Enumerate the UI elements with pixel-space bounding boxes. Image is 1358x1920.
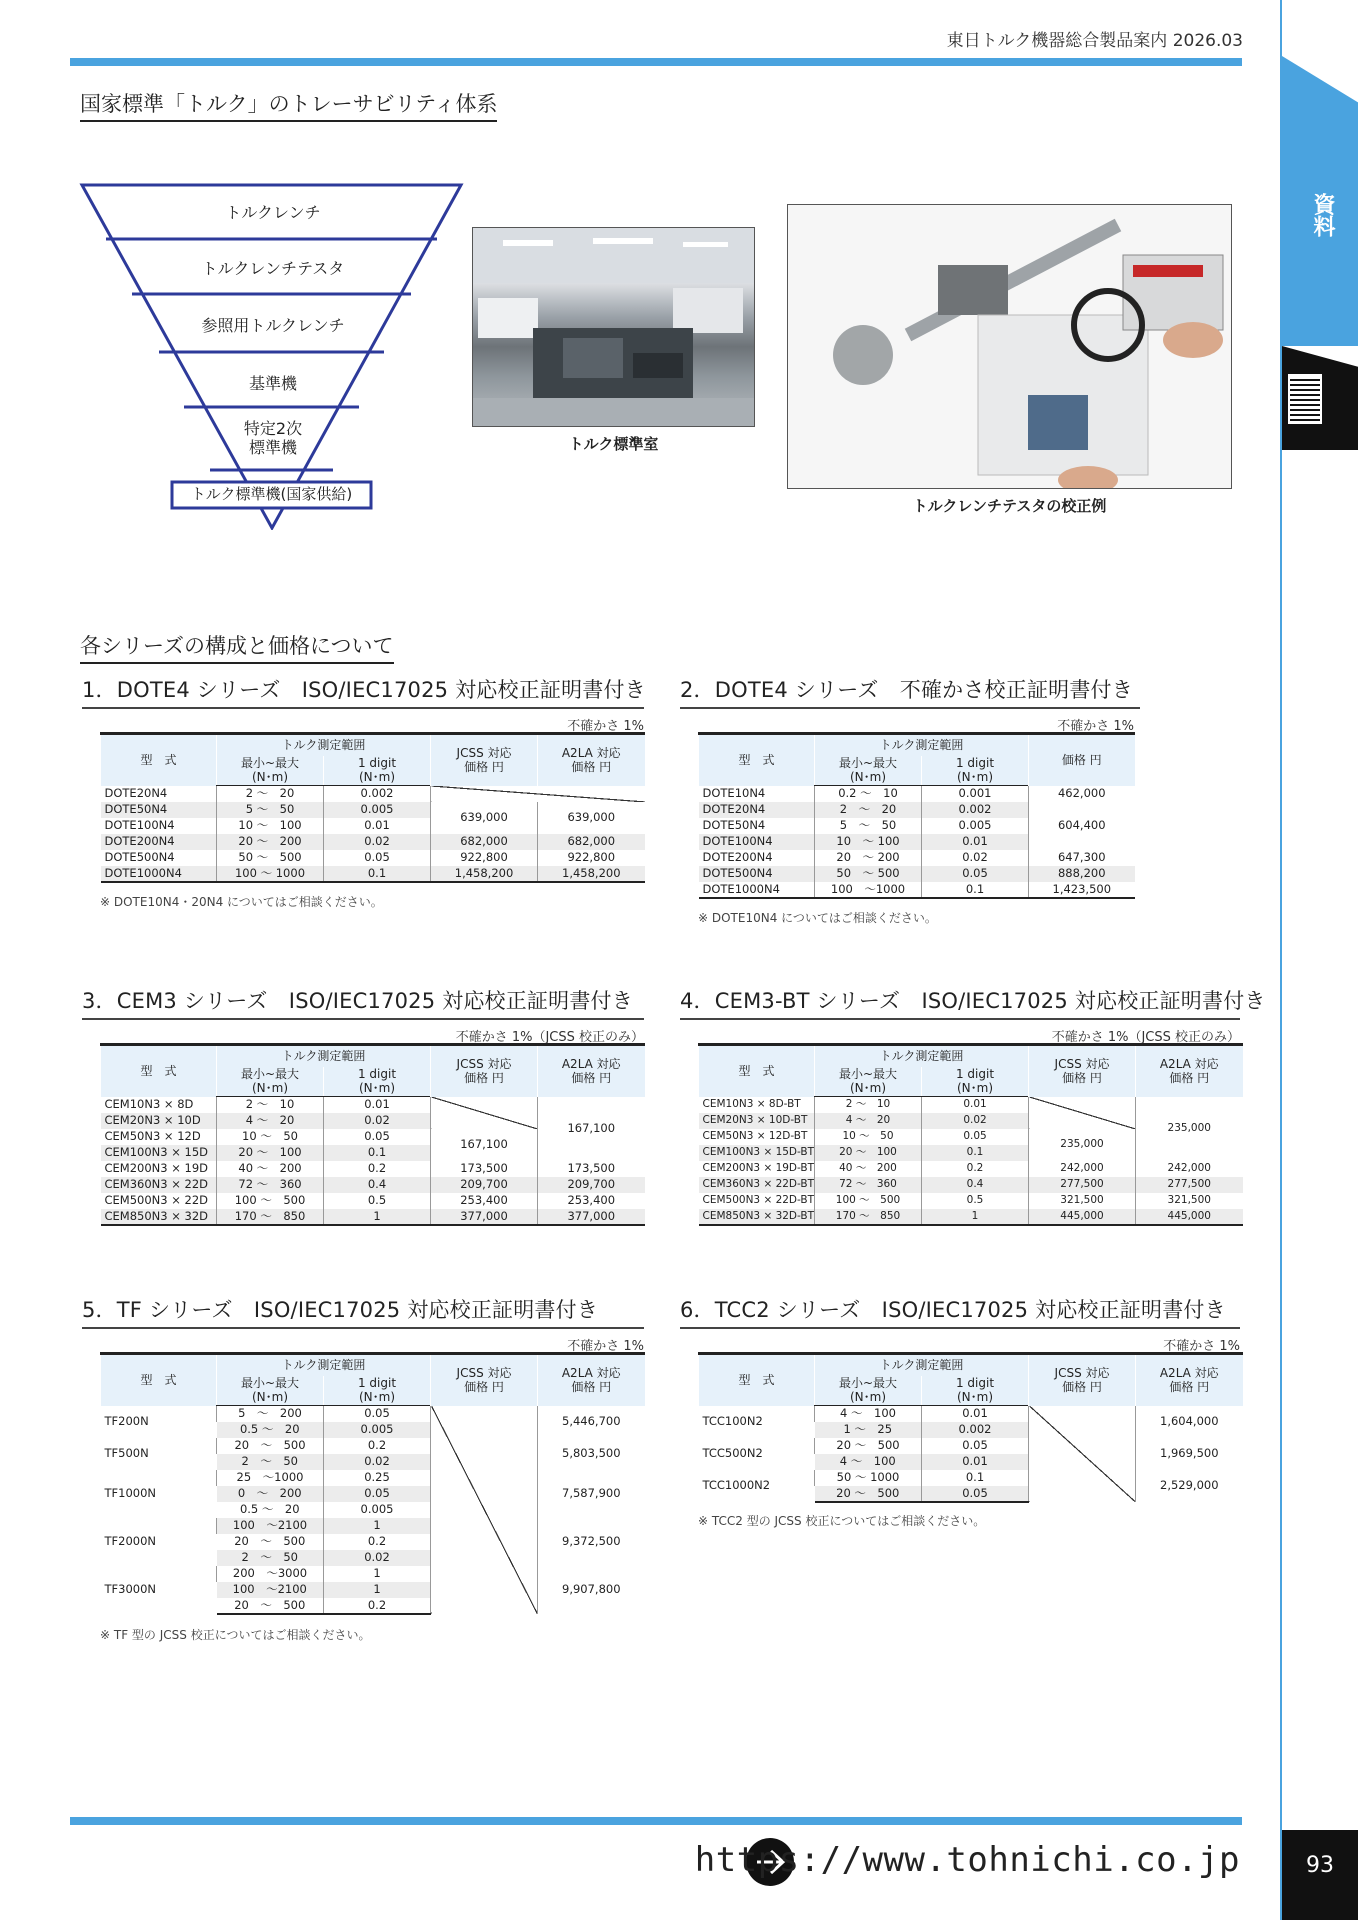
table-row (101, 866, 645, 882)
table-cell: 0.2 (324, 1598, 431, 1614)
table-cell: CEM200N3 × 19D-BT (702, 1162, 815, 1174)
table-title-cem3-bt: 4．CEM3-BT シリーズ ISO/IEC17025 対応校正証明書付き (680, 985, 1240, 1020)
col-jcss: JCSS 対応 価格 円 (1029, 1045, 1136, 1097)
section-title-series-pricing: 各シリーズの構成と価格について (80, 630, 394, 664)
table-cell: 1,458,200 (431, 866, 538, 882)
table-cell: CEM100N3 × 15D (101, 1145, 217, 1161)
table-cell: 5 ～ 50 (217, 802, 324, 818)
table-cell (431, 1097, 538, 1129)
table-cell: 277,500 (1029, 1177, 1136, 1193)
table-row (101, 1193, 645, 1209)
table-cell: 50 ～ 1000 (815, 1470, 922, 1486)
table-row (101, 1470, 645, 1486)
col-jcss: JCSS 対応 価格 円 (431, 1354, 538, 1406)
table-cell: 682,000 (431, 834, 538, 850)
col-model: 型 式 (699, 734, 815, 786)
table-cell: CEM360N3 × 22D (101, 1177, 217, 1193)
col-model: 型 式 (699, 1045, 815, 1097)
table-cell: 0.01 (922, 1406, 1029, 1422)
table-cell: 0.05 (324, 1129, 431, 1145)
table-cell: 72 ～ 360 (217, 1177, 324, 1193)
table-row (699, 850, 1135, 866)
table-cell: 0.01 (324, 818, 431, 834)
table-cell: 682,000 (538, 834, 645, 850)
table-row (699, 1177, 1243, 1193)
table-cell: 0.005 (324, 802, 431, 818)
header-rule (70, 58, 1242, 66)
table-cell: 235,000 (1029, 1129, 1136, 1161)
table-cell: 173,500 (431, 1161, 538, 1177)
pyramid-level-3: 参照用トルクレンチ (201, 316, 345, 335)
table-row (699, 1406, 1243, 1422)
table-row (101, 1406, 645, 1422)
table-cell: 0.05 (324, 1406, 431, 1422)
table-row (101, 786, 645, 802)
table-cell: DOTE100N4 (699, 834, 815, 850)
table-row (101, 850, 645, 866)
table-cell: 0.2 (324, 1438, 431, 1454)
table-footnote: ※ TF 型の JCSS 校正についてはご相談ください。 (100, 1628, 371, 1642)
table-cell: 170 ～ 850 (217, 1209, 324, 1225)
table-cell: 20 ～ 200 (217, 834, 324, 850)
table-cell: 10 ～ 100 (815, 834, 922, 850)
table-cell: 1 (324, 1209, 431, 1225)
table-row (101, 1566, 645, 1582)
table-cell: 0.1 (324, 866, 431, 882)
table-cell: 200 ～3000 (217, 1566, 324, 1582)
table-cell: 50 ～ 500 (217, 850, 324, 866)
table-cell (1029, 1097, 1136, 1129)
table-cell: 20 ～ 500 (217, 1598, 324, 1614)
table-cell: 0.2 (324, 1161, 431, 1177)
table-cell: 1 ～ 25 (815, 1422, 922, 1438)
table-cell: 0.1 (922, 882, 1029, 898)
table-cell: 170 ～ 850 (815, 1209, 922, 1225)
table-cell: 0.4 (324, 1177, 431, 1193)
table-cell: 647,300 (1029, 850, 1135, 866)
uncertainty-note: 不確かさ 1% (1163, 1339, 1240, 1354)
table-cell: 50 ～ 500 (815, 866, 922, 882)
photo-caption-tester: トルクレンチテスタの校正例 (912, 497, 1107, 515)
table-cell: 639,000 (431, 802, 538, 834)
table-cell: 2 ～ 50 (217, 1550, 324, 1566)
table-cell: 4 ～ 100 (815, 1454, 922, 1470)
table-cell: CEM50N3 × 12D-BT (702, 1130, 808, 1142)
table-cell: 235,000 (1136, 1097, 1243, 1161)
table-cell: 0.5 (922, 1193, 1029, 1209)
col-range: トルク測定範囲 (815, 734, 1029, 756)
photo-tester-calibration (787, 204, 1232, 489)
table-cell: DOTE200N4 (101, 834, 217, 850)
table-cell: 888,200 (1029, 866, 1135, 882)
pyramid-level-5: 特定2次 標準機 (243, 419, 303, 457)
uncertainty-note: 不確かさ 1%（JCSS 校正のみ） (1051, 1030, 1240, 1045)
table-row (101, 1438, 645, 1454)
pyramid-level-6: トルク標準機(国家供給) (190, 485, 353, 503)
table-cell: 321,500 (1029, 1193, 1136, 1209)
table-cell: CEM360N3 × 22D-BT (699, 1177, 815, 1193)
table-cell: 72 ～ 360 (815, 1177, 922, 1193)
table-cell: 321,500 (1136, 1193, 1243, 1209)
table-cell: CEM10N3 × 8D (104, 1097, 194, 1111)
table-cell: 209,700 (538, 1177, 645, 1193)
table-cell: 0.05 (324, 1486, 431, 1502)
table-cell: 2 ～ 50 (217, 1454, 324, 1470)
col-digit: 1 digit (N･m) (922, 756, 1029, 786)
col-range: トルク測定範囲 (217, 734, 431, 756)
table-cell: DOTE20N4 (699, 802, 815, 818)
table-cell: DOTE500N4 (104, 850, 175, 864)
table-cell: 0.05 (324, 850, 431, 866)
table-cell: 922,800 (538, 850, 645, 866)
table-cell: DOTE50N4 (101, 802, 217, 818)
table-cell: 2,529,000 (1136, 1470, 1243, 1502)
table-cell: 0.5 (324, 1193, 431, 1209)
table-row (699, 1209, 1243, 1225)
col-a2la: A2LA 対応 価格 円 (538, 734, 645, 786)
table-cell: 377,000 (538, 1209, 645, 1225)
table-row (101, 834, 645, 850)
table-cell: 0.02 (324, 1454, 431, 1470)
table-cell: 20 ～ 100 (217, 1145, 324, 1161)
col-price: 価格 円 (1029, 734, 1135, 786)
col-digit: 1 digit (N･m) (324, 756, 431, 786)
table-cell (431, 1406, 538, 1614)
table-cell: 2 ～ 20 (217, 786, 324, 802)
col-model: 型 式 (699, 1354, 815, 1406)
table-title-tcc2: 6．TCC2 シリーズ ISO/IEC17025 対応校正証明書付き (680, 1294, 1240, 1329)
table-cell: DOTE500N4 (699, 866, 815, 882)
table-cell: 242,000 (1136, 1161, 1243, 1177)
table-cell (1029, 1406, 1136, 1502)
col-range: トルク測定範囲 (217, 1045, 431, 1067)
table-cell: 100 ～2100 (217, 1582, 324, 1598)
table-cell: CEM10N3 × 8D-BT (702, 1098, 801, 1110)
table-cell: 100 ～2100 (217, 1518, 324, 1534)
col-minmax: 最小~最大 (N･m) (815, 1067, 922, 1097)
table-cell: CEM20N3 × 10D (101, 1113, 217, 1129)
table-cell: 10 ～ 50 (815, 1129, 922, 1145)
table-cell: 100 ～ 500 (217, 1193, 324, 1209)
col-digit: 1 digit (N･m) (324, 1067, 431, 1097)
table-row (699, 1470, 1243, 1486)
table-cell: 0.002 (324, 786, 431, 802)
table-cell: 100 ～1000 (815, 882, 922, 898)
table-cell: DOTE20N4 (104, 786, 168, 800)
col-minmax: 最小~最大 (N･m) (815, 756, 922, 786)
table-cell: 20 ～ 500 (217, 1438, 324, 1454)
table-row (699, 802, 1135, 818)
table-row (699, 1161, 1243, 1177)
col-a2la: A2LA 対応 価格 円 (538, 1045, 645, 1097)
table-cell: 4 ～ 20 (217, 1113, 324, 1129)
table-cell: 10 ～ 50 (217, 1129, 324, 1145)
table-cell: 462,000 (1029, 786, 1135, 802)
book-icon (1288, 374, 1322, 424)
table-cell: CEM20N3 × 10D-BT (699, 1113, 815, 1129)
col-jcss: JCSS 対応 価格 円 (431, 1045, 538, 1097)
table-cell: DOTE200N4 (702, 850, 773, 864)
table-row (101, 1209, 645, 1225)
pyramid-level-4: 基準機 (248, 374, 297, 393)
table-cell: 0 ～ 200 (217, 1486, 324, 1502)
col-minmax: 最小~最大 (N･m) (217, 1376, 324, 1406)
table-footnote: ※ TCC2 型の JCSS 校正についてはご相談ください。 (698, 1514, 986, 1528)
col-model: 型 式 (101, 1045, 217, 1097)
table-cell: 0.1 (324, 1145, 431, 1161)
table-cem3 (100, 1043, 645, 1226)
table-cell: TF200N (101, 1406, 217, 1438)
col-jcss: JCSS 対応 価格 円 (431, 734, 538, 786)
pyramid-level-1: トルクレンチ (225, 203, 321, 222)
table-cell: 0.05 (922, 1486, 1029, 1502)
table-cell: 0.02 (324, 834, 431, 850)
table-row (101, 802, 645, 818)
col-a2la: A2LA 対応 価格 円 (1136, 1354, 1243, 1406)
footer-rule (70, 1817, 1242, 1825)
table-cell: 209,700 (431, 1177, 538, 1193)
pyramid-level-2: トルクレンチテスタ (201, 259, 345, 278)
table-cell: 445,000 (1029, 1209, 1136, 1225)
table-cell: 2 ～ 10 (217, 1097, 324, 1113)
table-cell: 9,907,800 (538, 1566, 645, 1614)
col-jcss: JCSS 対応 価格 円 (1029, 1354, 1136, 1406)
table-cell: 277,500 (1136, 1177, 1243, 1193)
page-number: 93 (1282, 1830, 1358, 1920)
table-cell: 0.05 (922, 1438, 1029, 1454)
table-cell: 0.1 (922, 1470, 1029, 1486)
col-digit: 1 digit (N･m) (922, 1376, 1029, 1406)
section-title-traceability: 国家標準「トルク」のトレーサビリティ体系 (80, 88, 497, 122)
table-row (101, 1097, 645, 1113)
table-cell: 0.2 (324, 1534, 431, 1550)
table-cell: 639,000 (538, 802, 645, 834)
table-cell: 0.01 (324, 1097, 431, 1113)
table-cem3-bt (698, 1043, 1243, 1226)
table-cell: 0.5 ～ 20 (239, 1502, 300, 1516)
table-cell: 0.25 (324, 1470, 431, 1486)
table-cell: 0.02 (324, 1113, 431, 1129)
table-cell: 25 ～1000 (217, 1470, 324, 1486)
table-cell: DOTE1000N4 (699, 882, 815, 898)
table-cell: CEM850N3 × 32D-BT (699, 1209, 815, 1225)
uncertainty-note: 不確かさ 1% (1057, 719, 1134, 734)
table-title-tf: 5．TF シリーズ ISO/IEC17025 対応校正証明書付き (82, 1294, 644, 1329)
table-cell: 253,400 (431, 1193, 538, 1209)
table-cell: 0.5 ～ 20 (217, 1422, 324, 1438)
photo-torque-standard-room (472, 227, 755, 427)
table-cell: TCC500N2 (699, 1438, 815, 1470)
col-a2la: A2LA 対応 価格 円 (1136, 1045, 1243, 1097)
table-cell: 0.2 ～ 10 (815, 786, 922, 802)
table-cell: 0.001 (922, 786, 1029, 802)
table-cell: TF2000N (101, 1518, 217, 1566)
table-cell: 20 ～ 500 (815, 1486, 922, 1502)
table-cell: 40 ～ 200 (815, 1161, 922, 1177)
table-cell: 0.1 (922, 1145, 1029, 1161)
sidebar-line (1280, 0, 1282, 1920)
table-cell: TF500N (101, 1438, 217, 1470)
website-link[interactable]: https://www.tohnichi.co.jp (694, 1840, 1240, 1880)
table-cell: 0.4 (922, 1177, 1029, 1193)
table-cell: 20 ～ 500 (234, 1534, 306, 1548)
table-cell: 1,458,200 (538, 866, 645, 882)
sidebar-tab-label: 資料 (1310, 193, 1335, 237)
table-cell: 5,803,500 (538, 1438, 645, 1470)
col-a2la: A2LA 対応 価格 円 (538, 1354, 645, 1406)
table-row (101, 1518, 645, 1534)
table-tcc2 (698, 1352, 1243, 1503)
table-cell: 1 (324, 1566, 431, 1582)
table-cell: CEM100N3 × 15D-BT (699, 1145, 815, 1161)
col-range: トルク測定範囲 (815, 1045, 1029, 1067)
table-cell (431, 786, 645, 802)
table-tf (100, 1352, 645, 1615)
table-cell: 242,000 (1029, 1161, 1136, 1177)
table-cell: 0.2 (922, 1161, 1029, 1177)
uncertainty-note: 不確かさ 1% (567, 1339, 644, 1354)
table-cell: 100 ～ 1000 (217, 866, 324, 882)
table-footnote: ※ DOTE10N4・20N4 についてはご相談ください。 (100, 895, 383, 909)
table-cell: 1,604,000 (1136, 1406, 1243, 1438)
table-cell: 7,587,900 (538, 1470, 645, 1518)
table-dote4-iso (100, 732, 645, 883)
col-range: トルク測定範囲 (217, 1354, 431, 1376)
col-model: 型 式 (101, 1354, 217, 1406)
table-cell: 1 (324, 1518, 431, 1534)
table-row (101, 1177, 645, 1193)
col-model: 型 式 (101, 734, 217, 786)
table-cell: 20 ～ 100 (815, 1145, 922, 1161)
pyramid-outline (82, 185, 461, 528)
table-cell: CEM500N3 × 22D-BT (702, 1194, 815, 1206)
table-title-dote4-uncert: 2．DOTE4 シリーズ 不確かさ校正証明書付き (680, 674, 1140, 709)
document-header-title: 東日トルク機器総合製品案内 2026.03 (946, 31, 1243, 51)
table-cell: TF1000N (101, 1470, 217, 1518)
table-cell: 9,372,500 (538, 1518, 645, 1566)
table-cell: 100 ～ 500 (815, 1193, 922, 1209)
table-cell: 20 ～ 200 (815, 850, 922, 866)
table-cell: 0.005 (922, 818, 1029, 834)
table-cell: DOTE100N4 (104, 818, 175, 832)
table-cell: 5 ～ 200 (217, 1406, 324, 1422)
photo-caption-standard-room: トルク標準室 (568, 435, 659, 453)
table-cell: 0.005 (324, 1502, 431, 1518)
col-minmax: 最小~最大 (N･m) (217, 1067, 324, 1097)
table-cell: 377,000 (431, 1209, 538, 1225)
table-cell: 0.002 (922, 1422, 1029, 1438)
table-cell: 445,000 (1136, 1209, 1243, 1225)
table-cell: 0.01 (922, 1097, 1029, 1113)
traceability-pyramid (78, 180, 468, 530)
col-digit: 1 digit (N･m) (324, 1376, 431, 1406)
table-row (699, 882, 1135, 898)
table-cell: TCC1000N2 (699, 1470, 815, 1502)
uncertainty-note: 不確かさ 1% (567, 719, 644, 734)
table-cell: CEM500N3 × 22D (104, 1193, 209, 1207)
table-cell: 20 ～ 500 (815, 1438, 922, 1454)
table-row (699, 866, 1135, 882)
table-cell: CEM200N3 × 19D (104, 1161, 209, 1175)
table-cell: TF3000N (101, 1566, 217, 1614)
col-digit: 1 digit (N･m) (922, 1067, 1029, 1097)
col-minmax: 最小~最大 (N･m) (217, 756, 324, 786)
table-cell: CEM850N3 × 32D (101, 1209, 217, 1225)
table-cell: 0.02 (922, 850, 1029, 866)
table-cell: 0.01 (922, 1454, 1029, 1470)
table-cell: 922,800 (431, 850, 538, 866)
table-footnote: ※ DOTE10N4 についてはご相談ください。 (698, 911, 937, 925)
table-cell: DOTE1000N4 (101, 866, 217, 882)
table-cell: 0.005 (324, 1422, 431, 1438)
col-range: トルク測定範囲 (815, 1354, 1029, 1376)
table-cell: 0.01 (922, 834, 1029, 850)
table-cell: 5 ～ 50 (815, 818, 922, 834)
table-title-cem3: 3．CEM3 シリーズ ISO/IEC17025 対応校正証明書付き (82, 985, 644, 1020)
table-cell: 167,100 (431, 1129, 538, 1161)
table-cell: 5,446,700 (538, 1406, 645, 1438)
table-cell: 1,423,500 (1029, 882, 1135, 898)
table-row (101, 1161, 645, 1177)
table-cell: 2 ～ 20 (815, 802, 922, 818)
table-row (699, 1193, 1243, 1209)
table-cell: 604,400 (1029, 802, 1135, 850)
col-minmax: 最小~最大 (N･m) (815, 1376, 922, 1406)
table-cell: CEM50N3 × 12D (104, 1129, 201, 1143)
table-cell: 4 ～ 20 (815, 1113, 922, 1129)
table-cell: 0.05 (922, 1129, 1029, 1145)
table-cell: 0.02 (922, 1113, 1029, 1129)
table-cell: TCC100N2 (699, 1406, 815, 1438)
table-row (699, 1438, 1243, 1454)
table-title-dote4-iso: 1．DOTE4 シリーズ ISO/IEC17025 対応校正証明書付き (82, 674, 644, 709)
table-dote4-uncert (698, 732, 1135, 899)
table-cell: 2 ～ 10 (815, 1097, 922, 1113)
table-cell: 1,969,500 (1136, 1438, 1243, 1470)
table-cell: 10 ～ 100 (217, 818, 324, 834)
table-cell: DOTE10N4 (702, 786, 766, 800)
table-cell: 167,100 (538, 1097, 645, 1161)
table-cell: 4 ～ 100 (815, 1406, 922, 1422)
table-cell: 1 (922, 1209, 1029, 1225)
table-row (699, 1097, 1243, 1113)
table-cell: DOTE50N4 (702, 818, 766, 832)
table-cell: 1 (324, 1582, 431, 1598)
table-cell: 173,500 (538, 1161, 645, 1177)
table-cell: 0.02 (324, 1550, 431, 1566)
table-cell: 0.05 (922, 866, 1029, 882)
table-cell: 0.002 (922, 802, 1029, 818)
table-cell: 40 ～ 200 (217, 1161, 324, 1177)
table-cell: 253,400 (538, 1193, 645, 1209)
uncertainty-note: 不確かさ 1%（JCSS 校正のみ） (455, 1030, 644, 1045)
table-row (699, 786, 1135, 802)
